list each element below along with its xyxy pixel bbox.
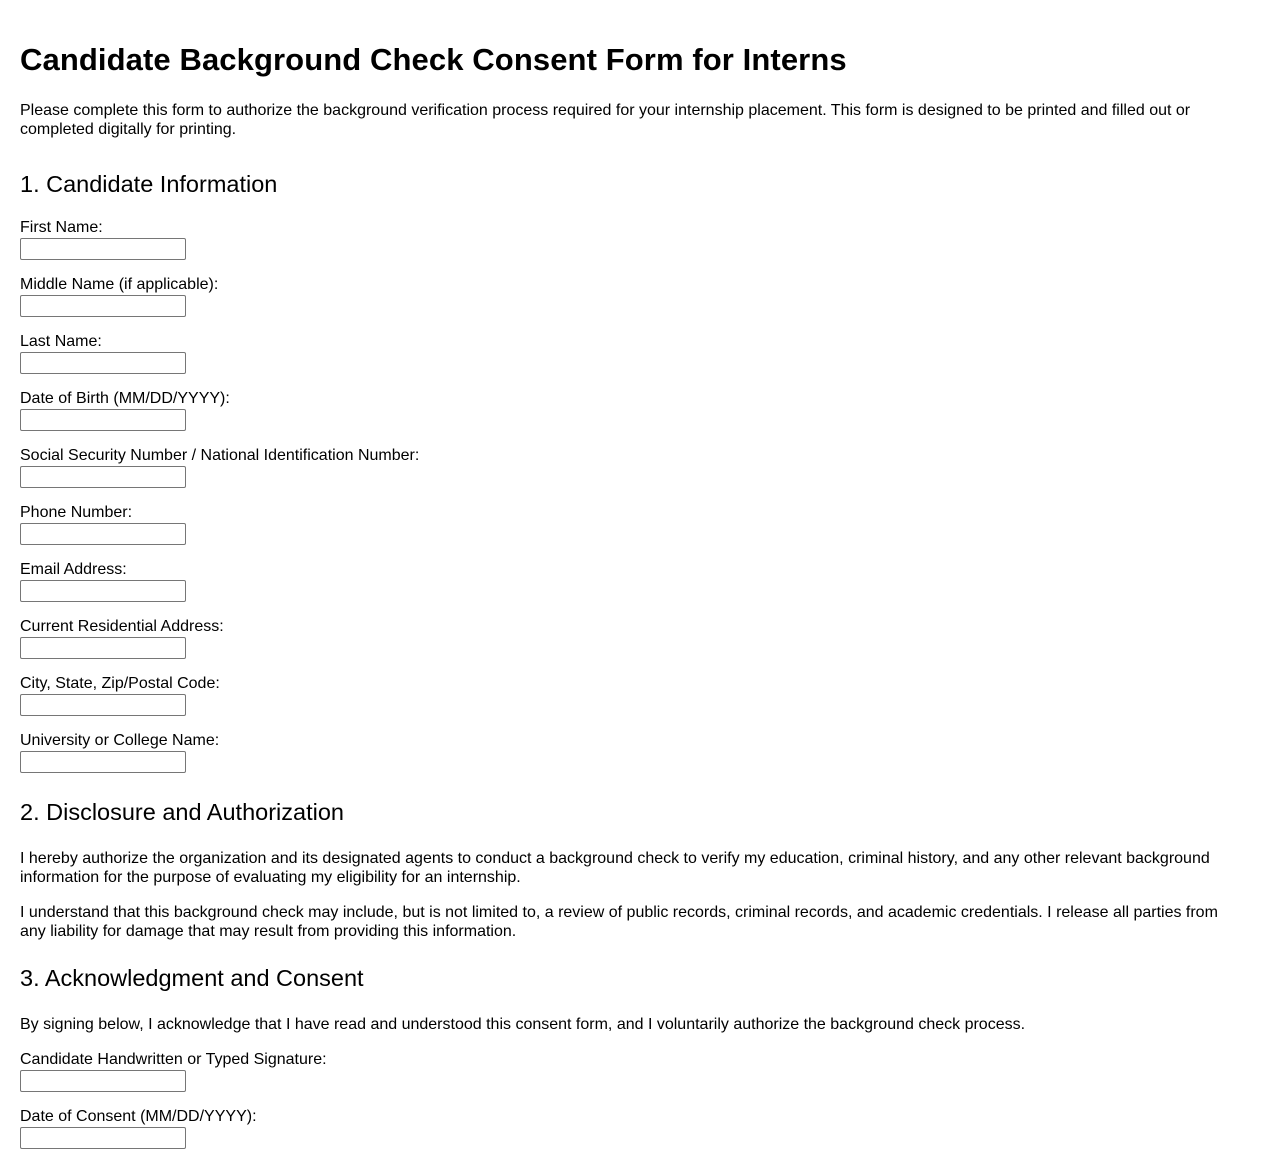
middle-name-field-group xyxy=(20,275,1242,332)
section-disclosure-title: 2. Disclosure and Authorization xyxy=(20,799,344,825)
address-label: Current Residential Address: xyxy=(20,618,224,635)
ssn-input[interactable] xyxy=(20,466,186,488)
university-label: University or College Name: xyxy=(20,732,220,749)
date-of-consent-label: Date of Consent (MM/DD/YYYY): xyxy=(20,1108,257,1125)
phone-number-input[interactable] xyxy=(20,523,186,545)
signature-input[interactable] xyxy=(20,1070,186,1092)
university-field-group xyxy=(20,731,1242,788)
city-state-zip-label: City, State, Zip/Postal Code: xyxy=(20,675,220,692)
acknowledgment-fields xyxy=(20,1050,1242,1164)
disclosure-paragraph-1: I hereby authorize the organization and its designated agents to conduct a background check to verify my education, criminal history, and any other relevant background information for the purpose of evaluating my eligibility for an internship. xyxy=(20,850,1210,886)
address-field-group xyxy=(20,617,1242,674)
intro-text: Please complete this form to authorize the background verification process required for your internship placement. This form is designed to be printed and filled out or completed digitally for printing. xyxy=(20,102,1191,138)
section-acknowledgment-title: 3. Acknowledgment and Consent xyxy=(20,965,364,991)
disclosure-paragraph-2: I understand that this background check may include, but is not limited to, a review of public records, criminal records, and academic credentials. I release all parties from any liability for damage that may result from providing this information. xyxy=(20,904,1218,940)
last-name-field-group xyxy=(20,332,1242,389)
signature-field-group xyxy=(20,1050,1242,1107)
date-of-birth-label: Date of Birth (MM/DD/YYYY): xyxy=(20,390,230,407)
address-input[interactable] xyxy=(20,637,186,659)
phone-number-field-group xyxy=(20,503,1242,560)
city-state-zip-input[interactable] xyxy=(20,694,186,716)
last-name-label: Last Name: xyxy=(20,333,102,350)
page-title: Candidate Background Check Consent Form for Interns xyxy=(20,42,847,77)
first-name-label: First Name: xyxy=(20,219,103,236)
acknowledgment-paragraph: By signing below, I acknowledge that I have read and understood this consent form, and I voluntarily authorize the background check process. xyxy=(20,1016,1026,1033)
signature-label: Candidate Handwritten or Typed Signature: xyxy=(20,1051,327,1068)
ssn-label: Social Security Number / National Identification Number: xyxy=(20,447,420,464)
date-of-consent-input[interactable] xyxy=(20,1127,186,1149)
section-candidate-information-title: 1. Candidate Information xyxy=(20,171,278,197)
date-of-consent-field-group xyxy=(20,1107,1242,1164)
middle-name-label: Middle Name (if applicable): xyxy=(20,276,219,293)
first-name-field-group xyxy=(20,218,1242,275)
first-name-input[interactable] xyxy=(20,238,186,260)
date-of-birth-field-group xyxy=(20,389,1242,446)
date-of-birth-input[interactable] xyxy=(20,409,186,431)
city-state-zip-field-group xyxy=(20,674,1242,731)
candidate-information-fields xyxy=(20,218,1242,788)
email-input[interactable] xyxy=(20,580,186,602)
phone-number-label: Phone Number: xyxy=(20,504,133,521)
ssn-field-group xyxy=(20,446,1242,503)
university-input[interactable] xyxy=(20,751,186,773)
email-field-group xyxy=(20,560,1242,617)
email-label: Email Address: xyxy=(20,561,127,578)
last-name-input[interactable] xyxy=(20,352,186,374)
middle-name-input[interactable] xyxy=(20,295,186,317)
